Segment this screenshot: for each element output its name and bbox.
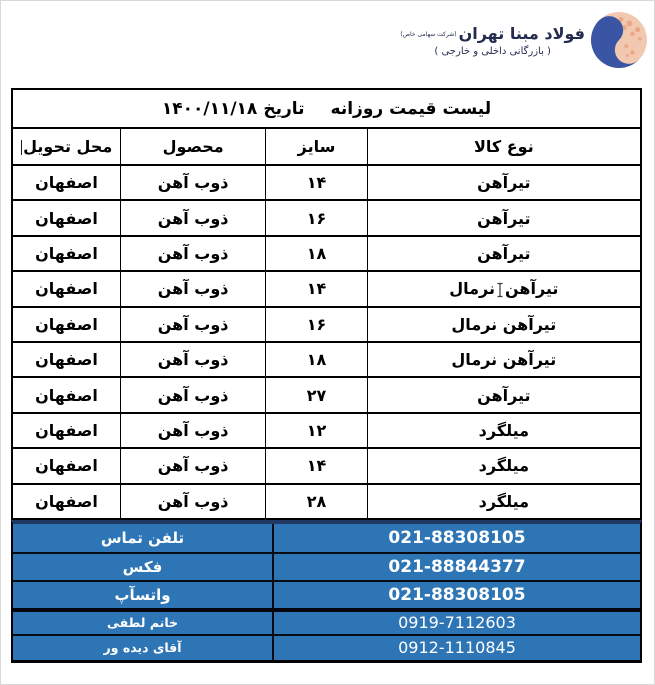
contacts-section xyxy=(11,520,642,663)
product-cell[interactable]: ذوب آهن xyxy=(120,377,265,412)
type-cell[interactable]: تیرآهننرمال xyxy=(367,271,641,306)
delivery-cell[interactable]: اصفهان xyxy=(12,307,120,342)
delivery-cell[interactable]: اصفهان xyxy=(12,448,120,483)
date-label: تاریخ xyxy=(263,98,305,119)
type-cell[interactable]: میلگرد xyxy=(367,413,641,448)
column-label: محل تحویل xyxy=(23,137,113,156)
contact-label[interactable]: خانم لطفی xyxy=(106,615,179,631)
size-cell[interactable]: ۱۸ xyxy=(266,236,367,271)
type-cell[interactable]: تیرآهن نرمال xyxy=(367,307,641,342)
company-subtitle: ( بازرگانی داخلی و خارجی ) xyxy=(434,45,551,57)
table-row xyxy=(12,165,641,200)
size-cell[interactable]: ۱۴ xyxy=(266,448,367,483)
yin-yang-logo-icon xyxy=(590,11,648,69)
date-value: ۱۴۰۰/۱۱/۱۸ xyxy=(161,98,258,119)
size-cell[interactable]: ۲۷ xyxy=(266,377,367,412)
delivery-cell[interactable]: اصفهان xyxy=(12,484,120,519)
size-cell[interactable]: ۱۲ xyxy=(266,413,367,448)
size-cell[interactable]: ۱۴ xyxy=(266,165,367,200)
contact-label[interactable]: فکس xyxy=(122,557,163,576)
product-cell[interactable]: ذوب آهن xyxy=(120,413,265,448)
column-header-product[interactable] xyxy=(120,128,265,165)
product-cell[interactable]: ذوب آهن xyxy=(120,342,265,377)
contact-label[interactable]: واتسآپ xyxy=(114,585,171,604)
text-caret-icon xyxy=(21,140,23,155)
table-title-row xyxy=(12,89,641,128)
column-header-type[interactable] xyxy=(367,128,641,165)
delivery-cell[interactable]: اصفهان xyxy=(12,165,120,200)
delivery-cell[interactable]: اصفهان xyxy=(12,377,120,412)
table-row xyxy=(12,271,641,306)
table-row xyxy=(12,200,641,235)
size-cell[interactable]: ۱۶ xyxy=(266,307,367,342)
size-cell[interactable]: ۱۸ xyxy=(266,342,367,377)
contact-number[interactable]: 021-88308105 xyxy=(272,524,640,552)
contact-row xyxy=(13,608,640,634)
table-row xyxy=(12,448,641,483)
table-title-cell[interactable] xyxy=(12,89,641,128)
product-cell[interactable]: ذوب آهن xyxy=(120,236,265,271)
column-header-delivery[interactable] xyxy=(12,128,120,165)
contact-number[interactable]: 0919-7112603 xyxy=(272,612,640,634)
delivery-cell[interactable]: اصفهان xyxy=(12,200,120,235)
company-logo xyxy=(400,11,648,69)
table-row xyxy=(12,236,641,271)
table-row xyxy=(12,413,641,448)
column-label: سایز xyxy=(297,137,336,156)
company-name: فولاد مبنا تهران xyxy=(458,23,585,43)
contact-row xyxy=(13,634,640,660)
type-cell[interactable]: تیرآهن xyxy=(367,200,641,235)
table-row xyxy=(12,484,641,519)
contact-number[interactable]: 021-88844377 xyxy=(272,554,640,580)
delivery-cell[interactable]: اصفهان xyxy=(12,342,120,377)
size-cell[interactable]: ۱۶ xyxy=(266,200,367,235)
contact-row xyxy=(13,524,640,552)
price-table xyxy=(11,88,642,520)
type-cell[interactable]: میلگرد xyxy=(367,448,641,483)
column-label: نوع کالا xyxy=(473,137,534,156)
contact-number[interactable]: 021-88308105 xyxy=(272,582,640,608)
type-cell[interactable]: تیرآهن xyxy=(367,236,641,271)
type-cell[interactable]: تیرآهن xyxy=(367,377,641,412)
product-cell[interactable]: ذوب آهن xyxy=(120,271,265,306)
size-cell[interactable]: ۲۸ xyxy=(266,484,367,519)
text-cursor-icon xyxy=(496,282,504,298)
delivery-cell[interactable]: اصفهان xyxy=(12,271,120,306)
contact-row xyxy=(13,552,640,580)
contact-row xyxy=(13,580,640,608)
table-row xyxy=(12,342,641,377)
delivery-cell[interactable]: اصفهان xyxy=(12,236,120,271)
product-cell[interactable]: ذوب آهن xyxy=(120,165,265,200)
price-sheet xyxy=(11,88,642,663)
product-cell[interactable]: ذوب آهن xyxy=(120,484,265,519)
size-cell[interactable]: ۱۴ xyxy=(266,271,367,306)
table-title: لیست قیمت روزانه xyxy=(330,98,492,119)
type-cell[interactable]: تیرآهن نرمال xyxy=(367,342,641,377)
product-cell[interactable]: ذوب آهن xyxy=(120,307,265,342)
contact-label[interactable]: آقای دیده ور xyxy=(103,640,182,656)
table-row xyxy=(12,377,641,412)
product-cell[interactable]: ذوب آهن xyxy=(120,448,265,483)
product-cell[interactable]: ذوب آهن xyxy=(120,200,265,235)
column-header-row xyxy=(12,128,641,165)
company-name-suffix: (شرکت سهامی خاص) xyxy=(400,30,457,38)
table-row xyxy=(12,307,641,342)
type-cell[interactable]: تیرآهن xyxy=(367,165,641,200)
delivery-cell[interactable]: اصفهان xyxy=(12,413,120,448)
type-cell[interactable]: میلگرد xyxy=(367,484,641,519)
contact-label[interactable]: تلفن تماس xyxy=(100,528,185,547)
column-header-size[interactable] xyxy=(266,128,367,165)
column-label: محصول xyxy=(162,137,224,156)
contact-number[interactable]: 0912-1110845 xyxy=(272,636,640,660)
